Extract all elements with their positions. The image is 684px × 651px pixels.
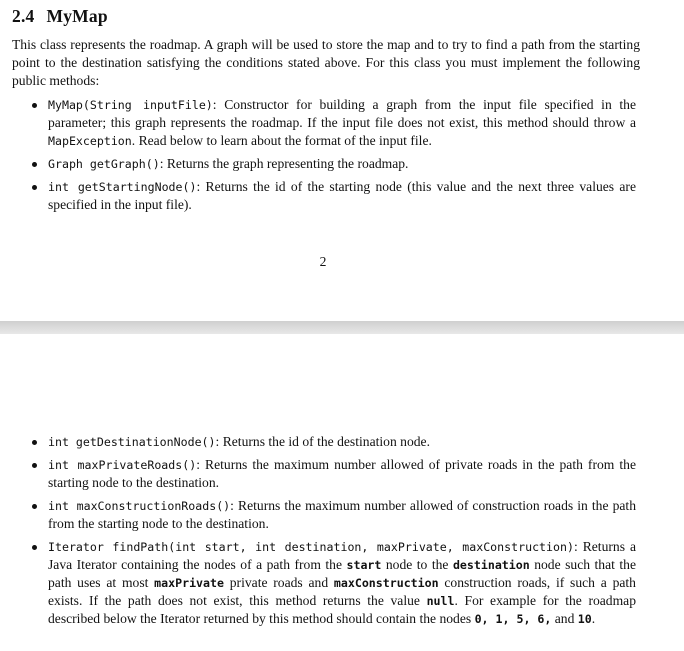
inline-code: destination: [452, 558, 530, 572]
text-run: node such that the path uses at most: [48, 557, 636, 590]
list-item: [30, 178, 636, 214]
method-description: : Constructor for building a graph from the input file specified in the parameter; this graph represents the roadmap. If the input file does not exist, this method should throw a: [48, 97, 636, 130]
section-heading: [12, 6, 108, 27]
intro-paragraph: This class represents the roadmap. A graph will be used to store the map and to try to find a path from the starting point to the destination satisfying the conditions stated above. For this class you must implement the following public methods:: [12, 37, 640, 88]
method-list-1: [30, 96, 636, 219]
section-title: MyMap: [46, 6, 108, 26]
method-signature: int getDestinationNode(): [48, 435, 216, 449]
method-signature: Graph getGraph(): [48, 157, 160, 171]
text-run: private roads and: [223, 575, 334, 590]
bullet-icon: [32, 440, 37, 445]
bullet-icon: [32, 185, 37, 190]
bullet-icon: [32, 504, 37, 509]
bullet-icon: [32, 103, 37, 108]
inline-code: maxConstruction: [333, 576, 439, 590]
list-item: [30, 538, 636, 628]
inline-code: maxPrivate: [154, 576, 224, 590]
bullet-icon: [32, 162, 37, 167]
page-number: 2: [319, 254, 327, 269]
method-signature: int maxConstructionRoads(): [48, 499, 231, 513]
method-signature: int maxPrivateRoads(): [48, 458, 197, 472]
bullet-icon: [32, 463, 37, 468]
text-run: construction roads, if such a path exists. If the path does not exist, this method returns the value: [48, 575, 636, 608]
method-signature: Iterator findPath(int start, int destination, maxPrivate, maxConstruction): [48, 540, 574, 554]
text-run: . For example for the roadmap described below the Iterator returned by this method should contain the nodes: [48, 593, 636, 626]
list-item: [30, 96, 636, 150]
method-description: : Returns the graph representing the roadmap.: [159, 156, 409, 171]
method-description: : Returns the id of the starting node (this value and the next three values are specified in the input file).: [48, 179, 636, 212]
text-run: .: [591, 611, 596, 626]
section-number: 2.4: [12, 6, 35, 26]
method-list-2: [30, 433, 636, 633]
list-item: [30, 456, 636, 492]
list-item: [30, 433, 636, 451]
inline-code: 10: [577, 612, 592, 626]
inline-code: null: [426, 594, 455, 608]
text-run: : Returns a Java Iterator containing the nodes of a path from the: [48, 539, 636, 572]
method-description: : Returns the maximum number allowed of private roads in the path from the starting node to the destination.: [48, 457, 636, 490]
method-description: : Returns the maximum number allowed of construction roads in the path from the starting node to the destination.: [48, 498, 636, 531]
document-page-2: [0, 0, 684, 321]
document-page-3: [0, 334, 684, 651]
method-description-end: . Read below to learn about the format of the input file.: [131, 133, 432, 148]
inline-code: MapException: [48, 134, 132, 148]
bullet-icon: [32, 545, 37, 550]
inline-code: start: [346, 558, 382, 572]
page-separator: [0, 321, 684, 334]
method-signature: int getStartingNode(): [48, 180, 197, 194]
inline-code: 0, 1, 5, 6,: [474, 612, 552, 626]
text-run: and: [551, 611, 578, 626]
list-item: [30, 497, 636, 533]
list-item: [30, 155, 636, 173]
text-run: node to the: [381, 557, 453, 572]
method-signature: MyMap(String inputFile): [48, 98, 213, 112]
method-description: : Returns the id of the destination node.: [215, 434, 430, 449]
